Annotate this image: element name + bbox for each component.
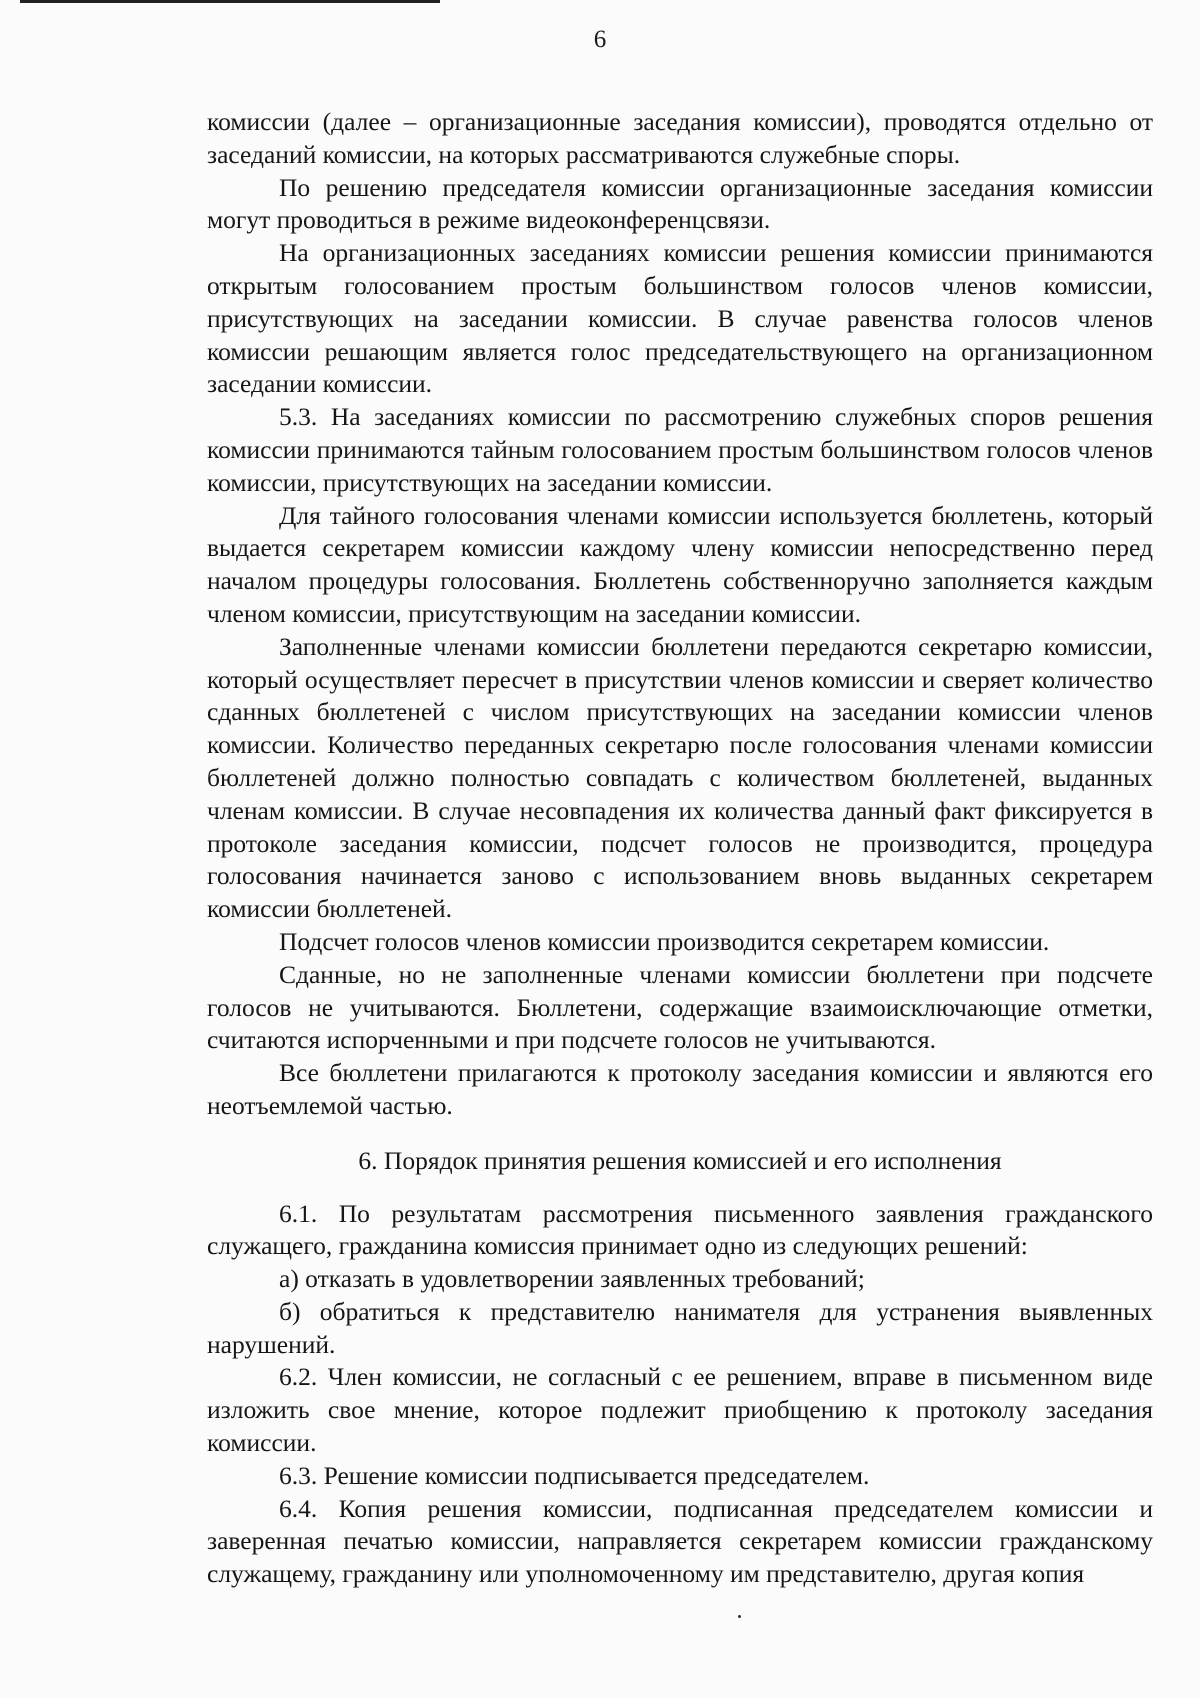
- paragraph-p12: б) обратиться к представителю нанимателя для устранения выявленных нарушений.: [207, 1296, 1153, 1359]
- paragraph-p8: Сданные, но не заполненные членами комиссии бюллетени при подсчете голосов не учитываются. Бюллетени, содержащие взаимоисключающие отметки, считаются испорченными и при подсчете голосов не учитываются.: [207, 959, 1153, 1055]
- paragraph-p10: 6.1. По результатам рассмотрения письменного заявления гражданского служащего, гражданина комиссия принимает одно из следующих решений:: [207, 1198, 1153, 1261]
- paragraph-p1: комиссии (далее – организационные заседания комиссии), проводятся отдельно от заседаний комиссии, на которых рассматриваются служебные споры.: [207, 107, 1153, 169]
- paragraph-p14: 6.3. Решение комиссии подписывается председателем.: [279, 1460, 870, 1490]
- paragraph-p9: Все бюллетени прилагаются к протоколу заседания комиссии и являются его неотъемлемой частью.: [207, 1058, 1153, 1120]
- paragraph-p11: а) отказать в удовлетворении заявленных требований;: [279, 1264, 865, 1294]
- paragraphs-before-heading: [207, 106, 1153, 1123]
- paragraph-p2: По решению председателя комиссии организационные заседания комиссии могут проводиться в режиме видеоконференцсвязи.: [207, 172, 1153, 235]
- paragraphs-after-heading: [207, 1198, 1153, 1592]
- paragraph-p3: На организационных заседаниях комиссии решения комиссии принимаются открытым голосованием простым большинством голосов членов комиссии, присутствующих на заседании комиссии. В случае равенства голосов членов комиссии решающим является голос председательствующего на организационном заседании комиссии.: [207, 238, 1153, 399]
- paragraph-p5: Для тайного голосования членами комиссии используется бюллетень, который выдается секретарем комиссии каждому члену комиссии непосредственно перед началом процедуры голосования. Бюллетень собственноручно заполняется каждым членом комиссии, присутствующим на заседании комиссии.: [207, 500, 1153, 628]
- document-body: [207, 106, 1153, 1591]
- paragraph-p6: Заполненные членами комиссии бюллетени передаются секретарю комиссии, который осуществляет пересчет в присутствии членов комиссии и сверяет количество сданных бюллетеней с числом присутствующих на заседании комиссии членов комиссии. Количество переданных секретарю после голосования членами комиссии бюллетеней должно полностью совпадать с количеством бюллетеней, выданных членам комиссии. В случае несовпадения их количества данный факт фиксируется в протоколе заседания комиссии, подсчет голосов не производится, процедура голосования начинается заново с использованием вновь выданных секретарем комиссии бюллетеней.: [207, 631, 1153, 924]
- paragraph-p4: 5.3. На заседаниях комиссии по рассмотрению служебных споров решения комиссии принимаются тайным голосованием простым большинством голосов членов комиссии, присутствующих на заседании комиссии.: [207, 402, 1153, 497]
- paragraph-p15: 6.4. Копия решения комиссии, подписанная председателем комиссии и заверенная печатью комиссии, направляется секретарем комиссии гражданскому служащему, гражданину или уполномоченному им представителю, другая копия: [207, 1493, 1153, 1589]
- scan-artifact-dot: [738, 1615, 741, 1618]
- paragraph-p13: 6.2. Член комиссии, не согласный с ее решением, вправе в письменном виде изложить свое мнение, которое подлежит приобщению к протоколу заседания комиссии.: [207, 1362, 1153, 1458]
- scan-edge-line: [20, 0, 440, 3]
- page-number: 6: [593, 26, 607, 53]
- section-heading: 6. Порядок принятия решения комиссией и его исполнения: [358, 1145, 1002, 1175]
- paragraph-p7: Подсчет голосов членов комиссии производится секретарем комиссии.: [279, 926, 1050, 956]
